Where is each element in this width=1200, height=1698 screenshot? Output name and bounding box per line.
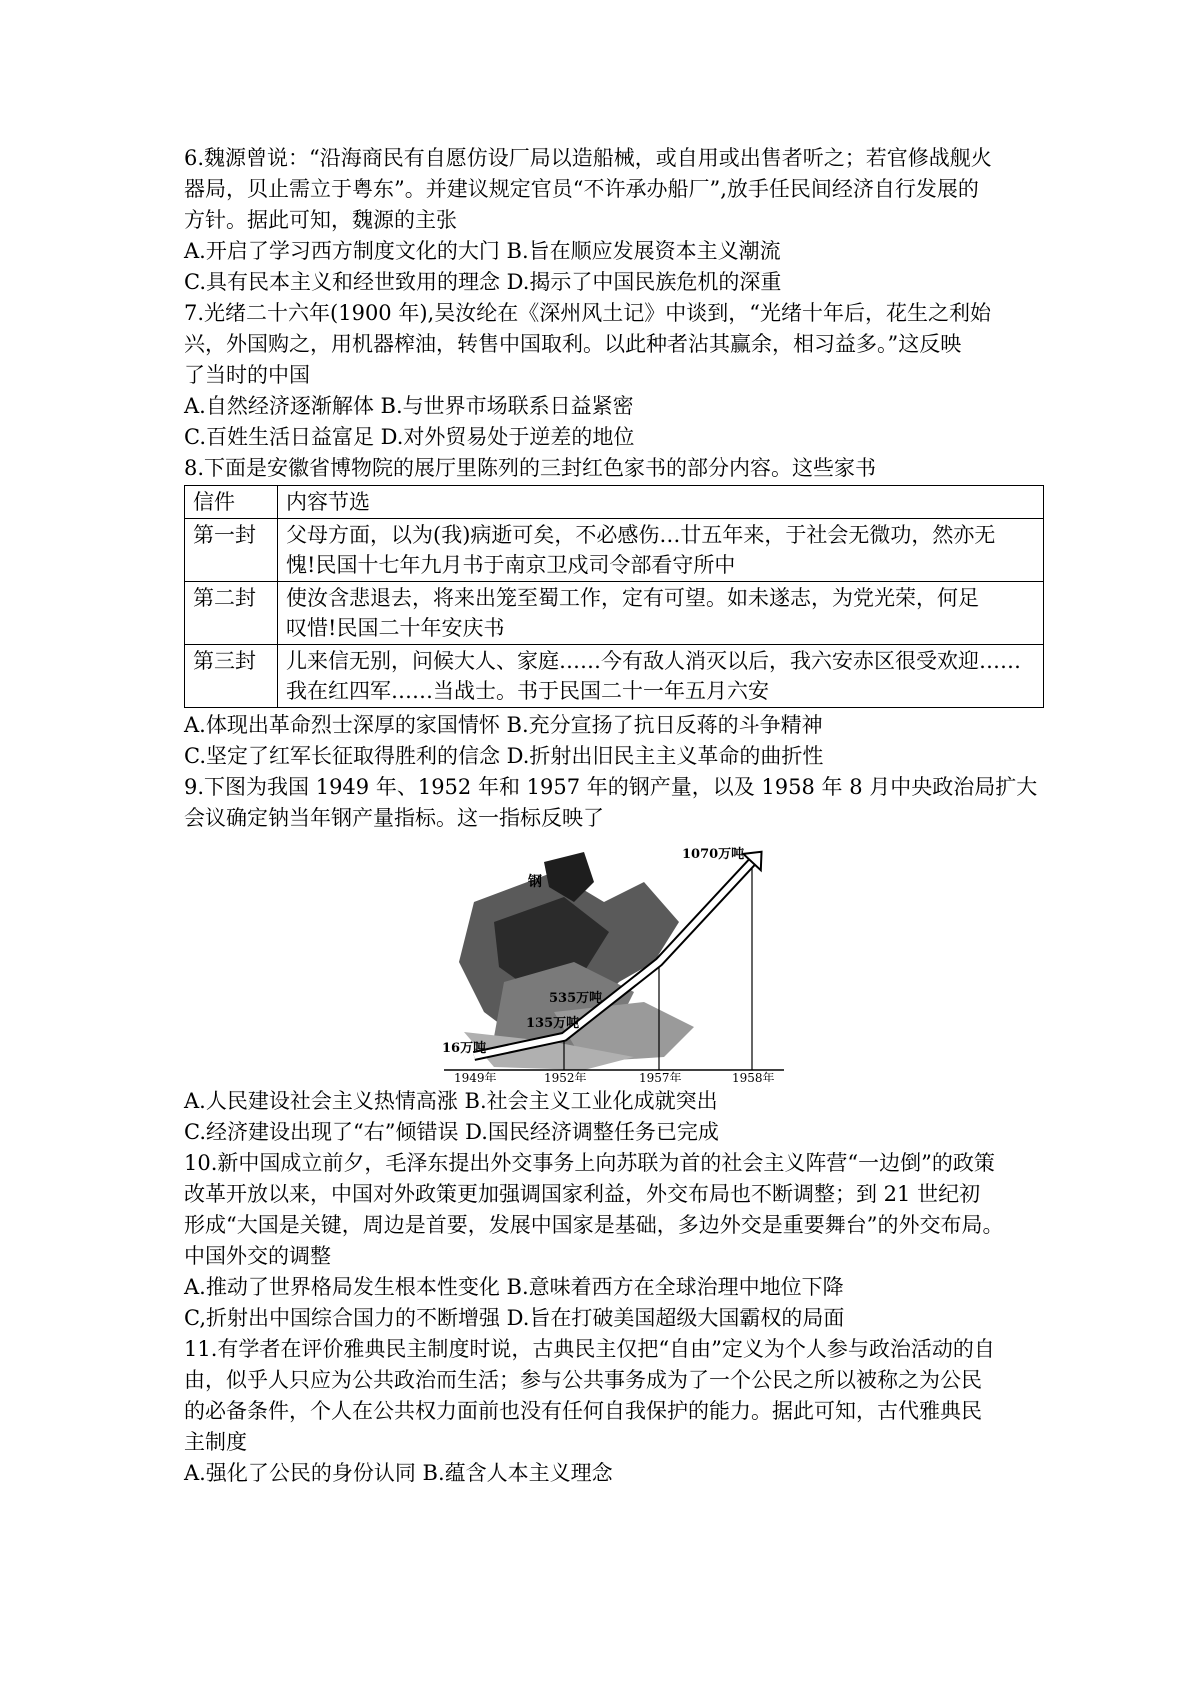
- question-text-line: 方针。据此可知，魏源的主张: [184, 208, 457, 232]
- question-text-line: 7.光绪二十六年(1900 年),吴汝纶在《深州风土记》中谈到，“光绪十年后，花生之利始: [184, 301, 991, 325]
- table-cell-content: [278, 645, 1044, 708]
- table-header-cell: 信件: [185, 486, 278, 519]
- year-labels: [454, 1070, 775, 1082]
- question-text-line: 的必备条件，个人在公共权力面前也没有任何自我保护的能力。据此可知，古代雅典民: [184, 1399, 982, 1423]
- exam-page: [184, 143, 1044, 1489]
- answer-options: C,折射出中国综合国力的不断增强 D.旨在打破美国超级大国霸权的局面: [184, 1306, 845, 1330]
- answer-options: C.坚定了红军长征取得胜利的信念 D.折射出旧民主主义革命的曲折性: [184, 744, 824, 768]
- question-text-line: 改革开放以来，中国对外政策更加强调国家利益，外交布局也不断调整；到 21 世纪初: [184, 1182, 981, 1206]
- year-label: 1949年: [454, 1071, 497, 1082]
- table-row: [185, 645, 1044, 708]
- question-text-line: 了当时的中国: [184, 363, 310, 387]
- question-text-line: 兴，外国购之，用机器榨油，转售中国取利。以此种者沾其赢余，相习益多。”这反映: [184, 332, 962, 356]
- question-text-line: 6.魏源曾说：“沿海商民有自愿仿设厂局以造船械，或自用或出售者听之；若官修战舰火: [184, 146, 992, 170]
- question-text-line: 由，似乎人只应为公共政治而生活；参与公共事务成为了一个公民之所以被称之为公民: [184, 1368, 982, 1392]
- value-label: 135万吨: [526, 1015, 580, 1031]
- letters-table: [184, 485, 1044, 708]
- steel-output-illustration: [434, 842, 794, 1082]
- steel-output-figure: [434, 842, 794, 1082]
- question-text-line: 中国外交的调整: [184, 1244, 331, 1268]
- value-label: 16万吨: [442, 1041, 487, 1056]
- content-line: 儿来信无别，问候大人、家庭……今有敌人消灭以后，我六安赤区很受欢迎……: [286, 649, 1021, 673]
- year-label: 1957年: [639, 1071, 682, 1082]
- table-row: [185, 519, 1044, 582]
- question-text-line: 主制度: [184, 1430, 247, 1454]
- table-cell-content: [278, 582, 1044, 645]
- question-10: [184, 1148, 1044, 1334]
- question-9: [184, 772, 1044, 1148]
- content-line: 愧!民国十七年九月书于南京卫戍司令部看守所中: [286, 553, 736, 577]
- year-label: 1958年: [732, 1071, 775, 1082]
- answer-options: C.经济建设出现了“右”倾错误 D.国民经济调整任务已完成: [184, 1120, 719, 1144]
- question-7: [184, 298, 1044, 453]
- steel-label: 钢: [528, 874, 542, 890]
- content-line: 我在红四军……当战士。书于民国二十一年五月六安: [286, 679, 769, 703]
- question-text-line: 11.有学者在评价雅典民主制度时说，古典民主仅把“自由”定义为个人参与政治活动的自: [184, 1337, 995, 1361]
- question-text-line: 8.下面是安徽省博物院的展厅里陈列的三封红色家书的部分内容。这些家书: [184, 456, 877, 480]
- table-header-cell: 内容节选: [278, 486, 1044, 519]
- value-label: 535万吨: [549, 991, 603, 1006]
- table-cell-letter: 第三封: [185, 645, 278, 708]
- question-text-line: 器局，贝止需立于粤东”。并建议规定官员“不许承办船厂”,放手任民间经济自行发展的: [184, 177, 979, 201]
- answer-options: A.推动了世界格局发生根本性变化 B.意味着西方在全球治理中地位下降: [184, 1275, 844, 1299]
- content-line: 使汝含悲退去，将来出笼至蜀工作，定有可望。如未遂志，为党光荣，何足: [286, 586, 979, 610]
- table-row: [185, 582, 1044, 645]
- year-label: 1952年: [544, 1071, 587, 1082]
- answer-options: A.体现出革命烈士深厚的家国情怀 B.充分宣扬了抗日反蒋的斗争精神: [184, 713, 823, 737]
- content-line: 叹惜!民国二十年安庆书: [286, 616, 505, 640]
- question-11: [184, 1334, 1044, 1489]
- answer-options: C.具有民本主义和经世致用的理念 D.揭示了中国民族危机的深重: [184, 270, 782, 294]
- question-8: [184, 453, 1044, 772]
- table-cell-letter: 第二封: [185, 582, 278, 645]
- question-text-line: 9.下图为我国 1949 年、1952 年和 1957 年的钢产量，以及 1958 年 8 月中央政治局扩大: [184, 775, 1038, 799]
- question-text-line: 10.新中国成立前夕，毛泽东提出外交事务上向苏联为首的社会主义阵营“一边倒”的政策: [184, 1151, 995, 1175]
- value-label: 1070万吨: [682, 847, 745, 862]
- content-line: 父母方面，以为(我)病逝可矣，不必感伤…廿五年来，于社会无微功，然亦无: [286, 523, 996, 547]
- question-text-line: 会议确定钠当年钢产量指标。这一指标反映了: [184, 806, 604, 830]
- question-text-line: 形成“大国是关键，周边是首要，发展中国家是基础，多边外交是重要舞台”的外交布局。: [184, 1213, 1004, 1237]
- answer-options: A.人民建设社会主义热情高涨 B.社会主义工业化成就突出: [184, 1089, 718, 1113]
- answer-options: A.强化了公民的身份认同 B.蕴含人本主义理念: [184, 1461, 613, 1485]
- table-cell-letter: 第一封: [185, 519, 278, 582]
- table-header-row: [185, 486, 1044, 519]
- answer-options: A.开启了学习西方制度文化的大门 B.旨在顺应发展资本主义潮流: [184, 239, 781, 263]
- question-6: [184, 143, 1044, 298]
- answer-options: C.百姓生活日益富足 D.对外贸易处于逆差的地位: [184, 425, 635, 449]
- answer-options: A.自然经济逐渐解体 B.与世界市场联系日益紧密: [184, 394, 634, 418]
- table-cell-content: [278, 519, 1044, 582]
